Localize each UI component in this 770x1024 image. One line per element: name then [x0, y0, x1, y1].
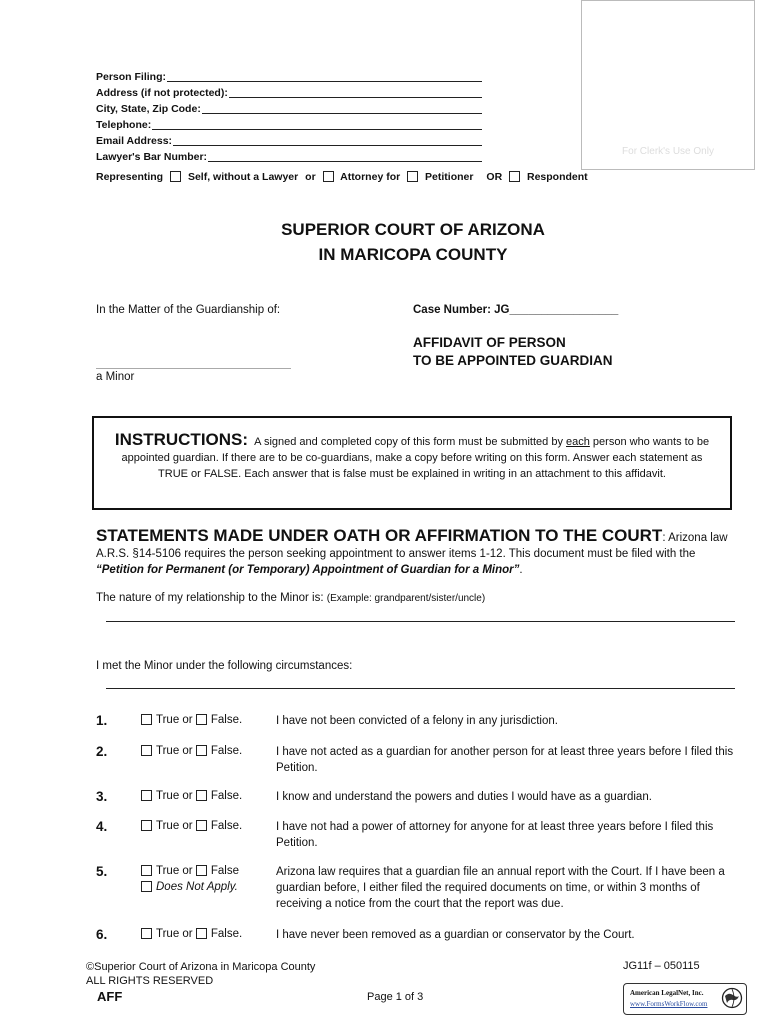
item-5-choice — [141, 865, 239, 877]
statements-text-b: . — [519, 564, 523, 576]
item-2-text: I have not acted as a guardian for another person for at least three years before I filed this Petition. — [276, 746, 734, 774]
true-label: True or — [156, 820, 193, 832]
rights-text: ALL RIGHTS RESERVED — [86, 975, 214, 987]
item-4-text: I have not had a power of attorney for anyone for at least three years before I filed this Petition. — [276, 821, 714, 849]
false-checkbox[interactable] — [196, 820, 207, 831]
item-2-choice — [141, 745, 242, 757]
telephone-field[interactable] — [96, 119, 482, 132]
item-6-choice — [141, 928, 242, 940]
relationship-answer-line[interactable] — [106, 621, 735, 622]
case-number-field[interactable]: Case Number: JG_________________ — [413, 304, 619, 316]
false-label: False. — [210, 928, 243, 940]
false-label: False. — [210, 714, 243, 726]
item-5-na-choice — [141, 881, 238, 893]
false-label: False — [210, 865, 239, 877]
vendor-badge[interactable] — [623, 983, 747, 1015]
item-number: 2. — [96, 744, 108, 759]
instructions-box — [92, 416, 732, 510]
bar-number-field[interactable] — [96, 151, 482, 164]
item-3-text: I know and understand the powers and duties I would have as a guardian. — [276, 791, 652, 803]
person-filing-field[interactable] — [96, 71, 482, 84]
relationship-prompt — [96, 592, 485, 604]
email-field[interactable] — [96, 135, 482, 148]
false-checkbox[interactable] — [196, 865, 207, 876]
false-checkbox[interactable] — [196, 745, 207, 756]
item-number: 6. — [96, 927, 108, 942]
field-label: Email Address: — [96, 135, 173, 147]
item-1-text: I have not been convicted of a felony in any jurisdiction. — [276, 715, 558, 727]
representing-row — [96, 171, 592, 183]
attorney-label: Attorney for — [340, 171, 401, 183]
true-checkbox[interactable] — [141, 790, 152, 801]
self-label: Self, without a Lawyer — [187, 171, 299, 183]
true-checkbox[interactable] — [141, 820, 152, 831]
court-title-line2: IN MARICOPA COUNTY — [318, 245, 508, 264]
globe-icon — [721, 987, 743, 1009]
form-code: AFF — [97, 989, 123, 1004]
petitioner-checkbox[interactable] — [407, 171, 418, 182]
statements-title: STATEMENTS MADE UNDER OATH OR AFFIRMATION TO THE COURT — [96, 526, 663, 545]
field-line[interactable] — [152, 119, 482, 130]
true-checkbox[interactable] — [141, 865, 152, 876]
field-line[interactable] — [229, 87, 482, 98]
item-6-text: I have never been removed as a guardian or conservator by the Court. — [276, 929, 635, 941]
document-title-line1: AFFIDAVIT OF PERSON — [413, 335, 566, 350]
true-label: True or — [156, 865, 193, 877]
item-1-choice — [141, 714, 242, 726]
petitioner-label: Petitioner — [425, 171, 474, 183]
instructions-title: INSTRUCTIONS: — [114, 430, 249, 449]
met-minor-label: I met the Minor under the following circumstances: — [96, 660, 353, 672]
item-number: 5. — [96, 864, 108, 879]
instructions-text-b: person who wants to be appointed guardian. If there are to be co-guardians, make a copy before writing on this form. Answer each statement as TRUE or FALSE. Each answer that is false must be explained in writing in an attachment to this affidavit. — [121, 436, 710, 480]
or-label-2: OR — [486, 171, 503, 183]
item-3-choice — [141, 790, 242, 802]
field-label: Address (if not protected): — [96, 87, 228, 99]
copyright-text: ©Superior Court of Arizona in Maricopa County — [86, 961, 316, 973]
field-line[interactable] — [173, 135, 482, 146]
true-label: True or — [156, 745, 193, 757]
minor-label: a Minor — [96, 371, 135, 383]
city-state-zip-field[interactable] — [96, 103, 482, 116]
field-line[interactable] — [167, 71, 482, 82]
field-line[interactable] — [208, 151, 482, 162]
respondent-checkbox[interactable] — [509, 171, 520, 182]
clerk-use-label: For Clerk's Use Only — [622, 146, 714, 157]
field-label: Telephone: — [96, 119, 152, 131]
court-title-line1: SUPERIOR COURT OF ARIZONA — [281, 220, 545, 239]
statements-text-a: Arizona law A.R.S. §14-5106 requires the person seeking appointment to answer items 1-12. This document must be filed with the — [96, 532, 728, 560]
true-checkbox[interactable] — [141, 928, 152, 939]
statements-heading — [96, 528, 736, 578]
attorney-checkbox[interactable] — [323, 171, 334, 182]
respondent-label: Respondent — [527, 171, 588, 183]
field-label: Person Filing: — [96, 71, 167, 83]
address-field[interactable] — [96, 87, 482, 100]
form-id: JG11f – 050115 — [623, 960, 700, 972]
false-checkbox[interactable] — [196, 714, 207, 725]
met-minor-answer-line[interactable] — [106, 688, 735, 689]
page-number: Page 1 of 3 — [367, 991, 424, 1003]
false-label: False. — [210, 745, 243, 757]
representing-label: Representing — [96, 171, 164, 183]
or-label: or — [305, 171, 316, 183]
matter-label: In the Matter of the Guardianship of: — [96, 304, 281, 316]
field-label: Lawyer's Bar Number: — [96, 151, 208, 163]
false-checkbox[interactable] — [196, 928, 207, 939]
minor-name-line[interactable] — [96, 368, 291, 369]
false-label: False. — [210, 790, 243, 802]
relationship-example: (Example: grandparent/sister/uncle) — [326, 593, 486, 604]
item-number: 1. — [96, 713, 108, 728]
not-apply-checkbox[interactable] — [141, 881, 152, 892]
clerk-use-box — [581, 0, 755, 170]
false-label: False. — [210, 820, 243, 832]
item-4-choice — [141, 820, 242, 832]
true-label: True or — [156, 714, 193, 726]
true-checkbox[interactable] — [141, 745, 152, 756]
vendor-url[interactable]: www.FormsWorkFlow.com — [630, 1000, 708, 1008]
self-checkbox[interactable] — [170, 171, 181, 182]
true-label: True or — [156, 928, 193, 940]
petition-name: “Petition for Permanent (or Temporary) Appointment of Guardian for a Minor” — [96, 564, 520, 576]
item-5-text: Arizona law requires that a guardian file an annual report with the Court. If I have been a guardian before, I either filed the required documents on time, or within 3 months of receiving a notice from the court that the report was due. — [276, 866, 725, 910]
field-line[interactable] — [202, 103, 482, 114]
item-number: 3. — [96, 789, 108, 804]
field-label: City, State, Zip Code: — [96, 103, 201, 115]
vendor-name: American LegalNet, Inc. — [630, 989, 704, 997]
document-title-line2: TO BE APPOINTED GUARDIAN — [413, 353, 613, 368]
instructions-text — [108, 432, 716, 482]
statements-colon: : — [662, 532, 666, 544]
item-number: 4. — [96, 819, 108, 834]
true-checkbox[interactable] — [141, 714, 152, 725]
instructions-each: each — [566, 436, 590, 448]
false-checkbox[interactable] — [196, 790, 207, 801]
footer-copyright — [86, 960, 315, 988]
not-apply-label: Does Not Apply. — [156, 881, 238, 893]
instructions-text-a: A signed and completed copy of this form must be submitted by — [254, 436, 567, 448]
true-label: True or — [156, 790, 193, 802]
relationship-label: The nature of my relationship to the Minor is: — [96, 592, 324, 604]
